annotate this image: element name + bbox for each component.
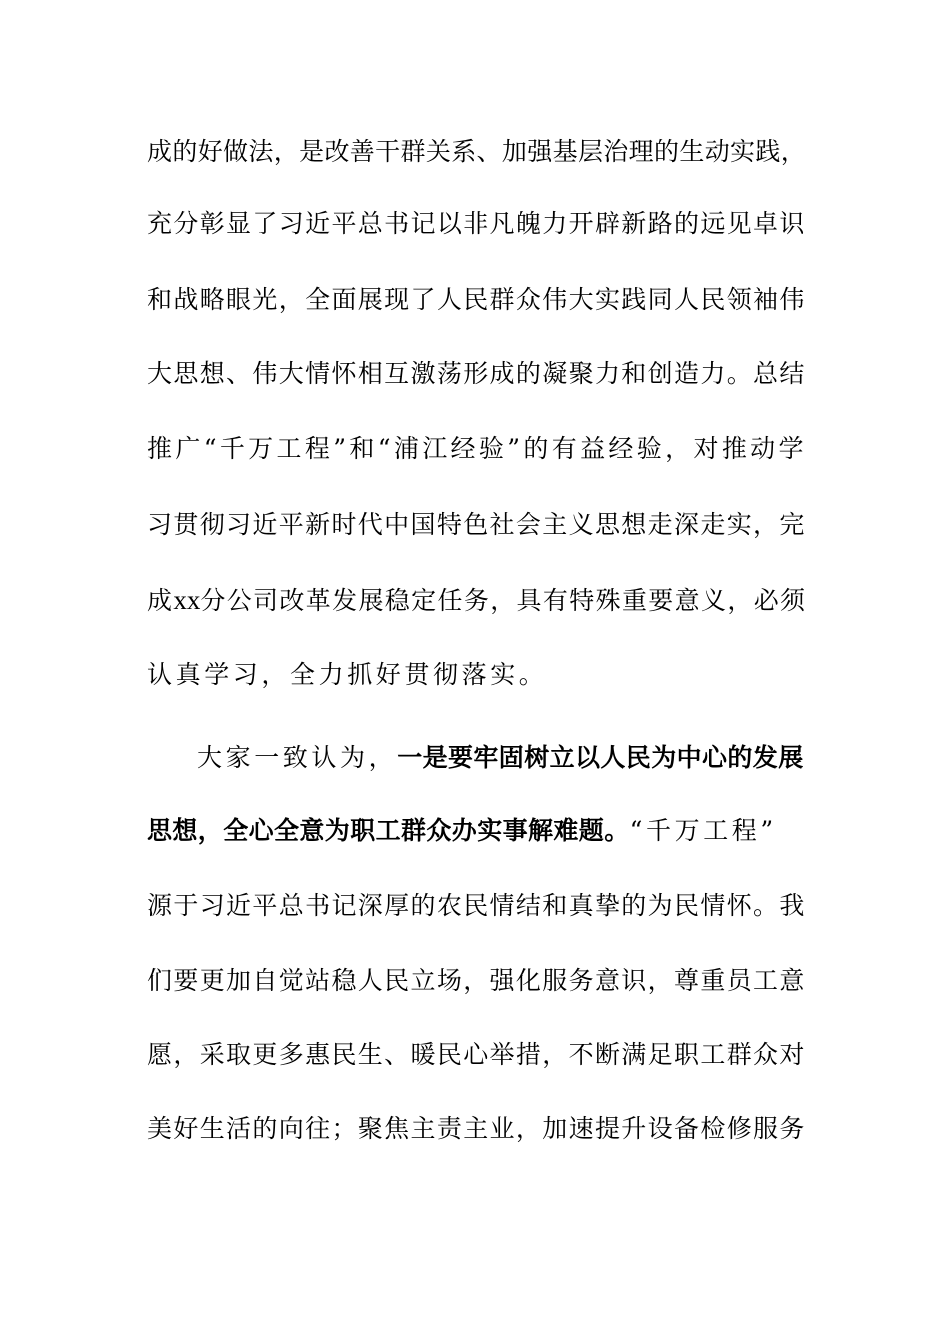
line-7-suffix: 分公司改革发展稳定任务，具有特殊重要意义，必须: [200, 586, 807, 615]
line-7-prefix: 成: [147, 586, 174, 615]
paragraph-2-line-4: 们要更加自觉站稳人民立场，强化服务意识，尊重员工意: [147, 966, 806, 995]
paragraph-1-line-2: 充分彰显了习近平总书记以非凡魄力开辟新路的远见卓识: [147, 209, 806, 238]
paragraph-1-line-4: 大思想、伟大情怀相互激荡形成的凝聚力和创造力。总结: [147, 359, 806, 388]
paragraph-1-line-1: 成的好做法，是改善干群关系、加强基层治理的生动实践，: [147, 137, 807, 166]
paragraph-2-line-3: 源于习近平总书记深厚的农民情结和真挚的为民情怀。我: [147, 891, 806, 920]
paragraph-2-line-6: 美好生活的向往；聚焦主责主业，加速提升设备检修服务: [147, 1114, 806, 1143]
paragraph-2-line-1: [197, 742, 807, 774]
paragraph-2-line-2: [147, 815, 807, 847]
intro-text: 大家一致认为，: [197, 743, 398, 772]
key-point-heading-part-2: 思想，全心全意为职工群众办实事解难题。: [147, 816, 630, 845]
company-placeholder: xx: [173, 585, 201, 615]
paragraph-1-line-6: 习贯彻习近平新时代中国特色社会主义思想走深走实，完: [147, 510, 806, 539]
quoted-project-name: “千万工程”: [629, 816, 777, 845]
paragraph-1-line-3: 和战略眼光，全面展现了人民群众伟大实践同人民领袖伟: [147, 285, 806, 314]
paragraph-1-line-5: 推广“千万工程”和“浦江经验”的有益经验，对推动学: [147, 434, 807, 463]
paragraph-2-line-5: 愿，采取更多惠民生、暖民心举措，不断满足职工群众对: [147, 1040, 806, 1069]
key-point-heading-part-1: 一是要牢固树立以人民为中心的发展: [397, 743, 804, 772]
paragraph-1-line-8: 认真学习，全力抓好贯彻落实。: [147, 660, 548, 689]
paragraph-1-line-7: [147, 584, 807, 616]
